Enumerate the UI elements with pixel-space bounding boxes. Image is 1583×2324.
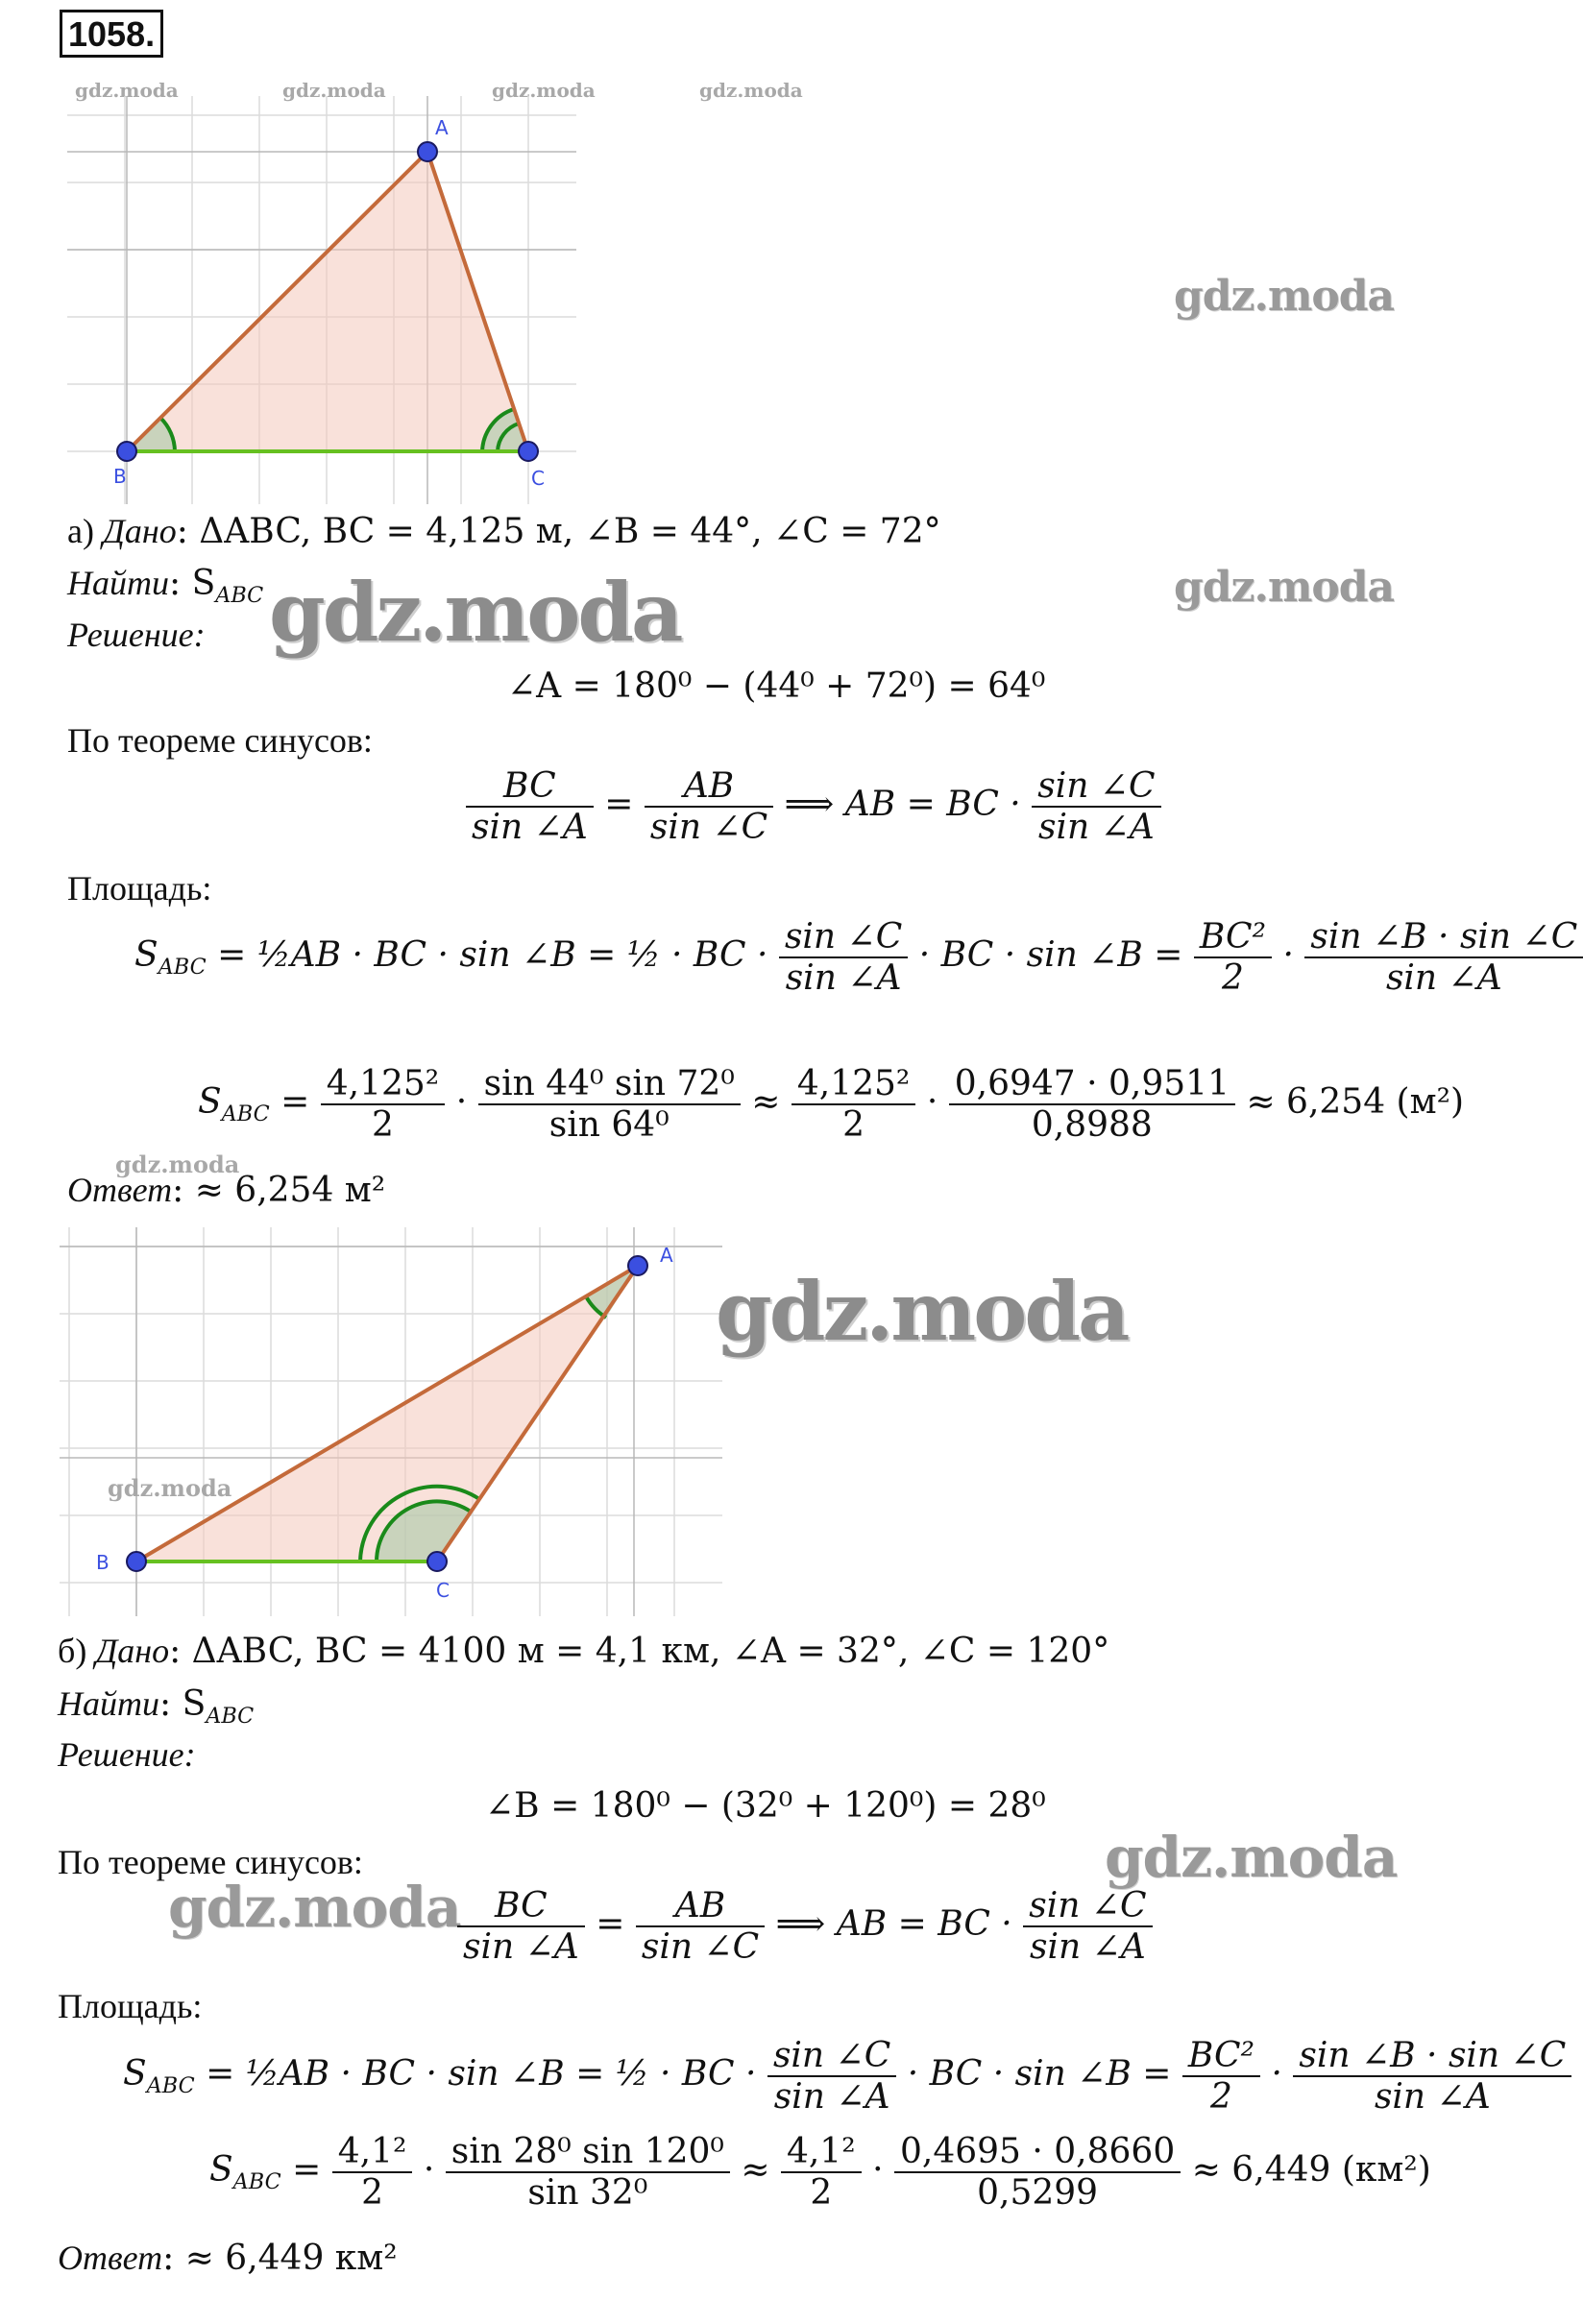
triangle-figure-b — [60, 1227, 732, 1620]
given-b: б) Дано: ΔABC, BC = 4100 м = 4,1 км, ∠A = 32°, ∠C = 120° — [58, 1632, 1110, 1671]
vertex-label-a: A — [435, 116, 449, 139]
watermark: gdz.moda — [716, 1264, 1128, 1359]
vertex-label-c: C — [531, 467, 545, 490]
area-formula-b: $S_{ABC}$ = ½AB · BC · sin ∠B = ½ · BC · $\frac{\sin \angle C}{\sin \angle A}$ · BC · sin ∠B = $\frac{\text{BC²}}{2}$ · $\frac{\sin \angle B \cdot \sin \angle C}{\sin \angle A}$ — [123, 2036, 1571, 2117]
sine-theorem-formula-a: $\frac{BC}{\sin \angle A}$ = $\frac{AB}{\sin \angle C}$ ⟹ AB = BC · $\frac{\sin \angle C}{\sin \angle A}$ — [466, 766, 1161, 847]
solution-label-b: Решение: — [58, 1735, 196, 1774]
watermark: gdz.moda — [269, 565, 681, 660]
angle-equation-b: ∠B = 180⁰ − (32⁰ + 120⁰) = 28⁰ — [485, 1786, 1046, 1826]
given-a: а) Дано: ΔABC, BC = 4,125 м, ∠B = 44°, ∠C = 72° — [67, 512, 941, 551]
sine-theorem-label-b: По теореме синусов: — [58, 1843, 363, 1881]
find-a: Найти: $S_{ABC}$ — [67, 564, 264, 609]
vertex-label-a: A — [660, 1244, 673, 1267]
answer-b: Ответ: ≈ 6,449 км² — [58, 2239, 398, 2278]
area-calculation-a: $S_{ABC}$ = $\frac{\text{4,125²}}{2}$ · $\frac{\text{sin 44⁰ sin 72⁰}}{\text{sin 64⁰}}$ ≈ $\frac{\text{4,125²}}{2}$ · $\frac{0,6947 \cdot 0,9511}{0,8988}$ ≈ 6,254 (м²) — [198, 1064, 1465, 1145]
watermark: gdz.moda — [492, 79, 596, 102]
area-label-b: Площадь: — [58, 1987, 203, 2025]
answer-a: Ответ: ≈ 6,254 м² — [67, 1171, 386, 1210]
solution-label-a: Решение: — [67, 616, 206, 654]
triangle-figure-a — [67, 96, 586, 508]
problem-number: 1058. — [60, 10, 163, 58]
sine-theorem-label-a: По теореме синусов: — [67, 721, 373, 760]
angle-equation-a: ∠A = 180⁰ − (44⁰ + 72⁰) = 64⁰ — [507, 666, 1046, 706]
vertex-label-b: B — [96, 1551, 110, 1574]
area-calculation-b: $S_{ABC}$ = $\frac{\text{4,1²}}{2}$ · $\frac{\text{sin 28⁰ sin 120⁰}}{\text{sin 32⁰}}$ ≈ $\frac{\text{4,1²}}{2}$ · $\frac{0,4695 \cdot 0,8660}{0,5299}$ ≈ 6,449 (км²) — [209, 2132, 1431, 2213]
watermark: gdz.moda — [168, 1875, 461, 1940]
watermark: gdz.moda — [282, 79, 386, 102]
vertex-label-b: B — [113, 465, 127, 488]
watermark: gdz.moda — [108, 1474, 232, 1502]
watermark: gdz.moda — [1174, 272, 1395, 321]
watermark: gdz.moda — [115, 1150, 240, 1178]
vertex-label-c: C — [436, 1579, 450, 1602]
watermark: gdz.moda — [699, 79, 803, 102]
watermark: gdz.moda — [1105, 1825, 1398, 1890]
sine-theorem-formula-b: $\frac{BC}{\sin \angle A}$ = $\frac{AB}{\sin \angle C}$ ⟹ AB = BC · $\frac{\sin \angle C}{\sin \angle A}$ — [457, 1886, 1153, 1967]
watermark: gdz.moda — [75, 79, 179, 102]
area-label-a: Площадь: — [67, 869, 212, 908]
watermark: gdz.moda — [1174, 563, 1395, 612]
find-b: Найти: $S_{ABC}$ — [58, 1684, 255, 1730]
area-formula-a: $S_{ABC}$ = ½AB · BC · sin ∠B = ½ · BC · $\frac{\sin \angle C}{\sin \angle A}$ · BC · sin ∠B = $\frac{\text{BC²}}{2}$ · $\frac{\sin \angle B \cdot \sin \angle C}{\sin \angle A}$ — [134, 917, 1583, 998]
